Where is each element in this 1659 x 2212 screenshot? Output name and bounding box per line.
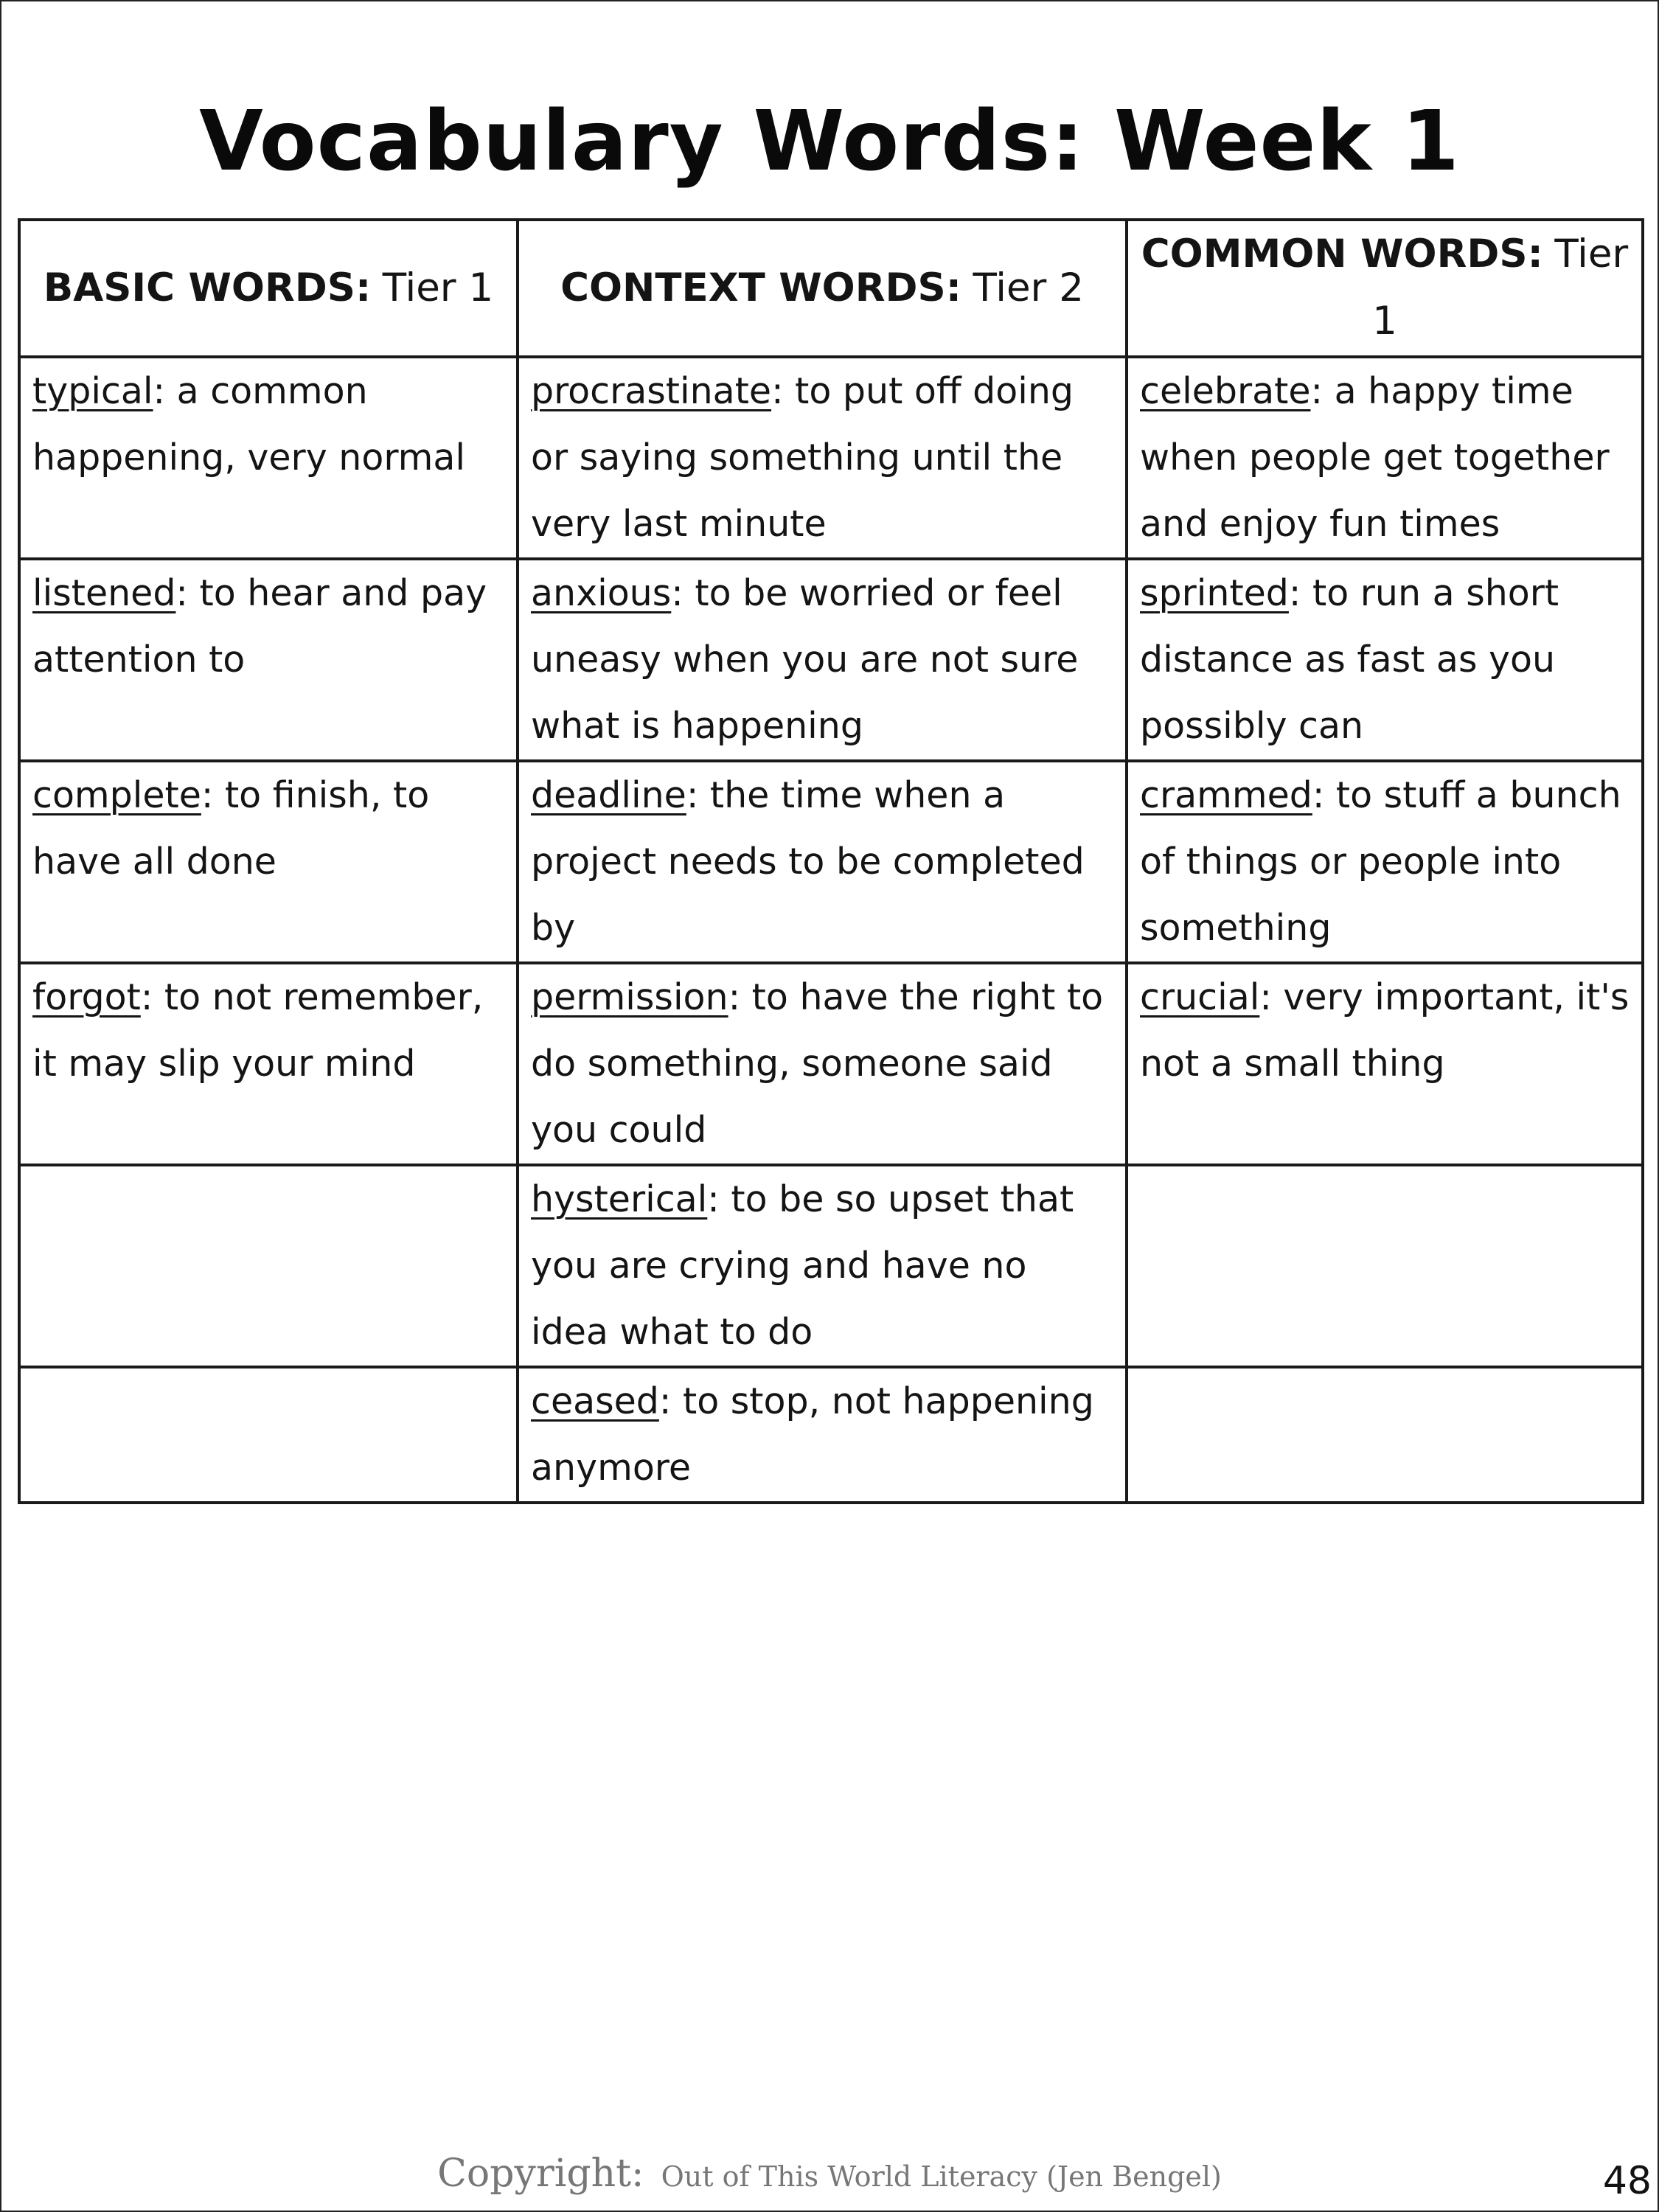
page-title: Vocabulary Words: Week 1 — [199, 94, 1460, 190]
vocab-definition: : a common happening, very normal — [32, 370, 465, 479]
vocab-cell — [518, 1367, 1127, 1503]
vocab-definition: : to run a short distance as fast as you possibly can — [1140, 572, 1559, 747]
vocab-cell — [518, 761, 1127, 963]
column-header-tier: Tier 1 — [382, 265, 494, 310]
vocab-definition: : to stop, not happening anymore — [531, 1380, 1094, 1489]
vocab-word: deadline — [531, 774, 686, 816]
vocab-cell-empty — [19, 1165, 518, 1367]
vocab-cell — [19, 761, 518, 963]
vocab-cell — [1127, 559, 1643, 761]
vocab-word: listened — [32, 572, 176, 614]
table-row — [19, 1165, 1643, 1367]
column-header-tier: Tier 2 — [973, 265, 1084, 310]
vocab-definition: : to hear and pay attention to — [32, 572, 487, 681]
vocab-word: sprinted — [1140, 572, 1289, 614]
column-header-label: COMMON WORDS: — [1141, 232, 1543, 276]
vocab-cell — [19, 559, 518, 761]
column-header-label: BASIC WORDS: — [43, 265, 372, 310]
copyright-owner: Out of This World Literacy (Jen Bengel) — [661, 2160, 1222, 2193]
vocab-word: hysterical — [531, 1178, 708, 1220]
vocab-cell — [1127, 761, 1643, 963]
vocab-definition: : a happy time when people get together and enjoy fun times — [1140, 370, 1610, 545]
vocab-cell — [1127, 963, 1643, 1165]
vocab-definition: : to put off doing or saying something until the very last minute — [531, 370, 1074, 545]
vocab-cell — [518, 1165, 1127, 1367]
vocab-word: ceased — [531, 1380, 659, 1422]
column-header-context-words — [518, 220, 1127, 357]
vocab-word: complete — [32, 774, 201, 816]
vocab-cell — [518, 357, 1127, 559]
vocab-word: anxious — [531, 572, 672, 614]
vocab-word: celebrate — [1140, 370, 1311, 412]
column-header-common-words — [1127, 220, 1643, 357]
vocab-definition: : to be so upset that you are crying and have no idea what to do — [531, 1178, 1074, 1353]
vocab-cell — [1127, 357, 1643, 559]
vocab-cell — [518, 559, 1127, 761]
copyright-label: Copyright: — [437, 2152, 644, 2196]
vocab-cell-empty — [19, 1367, 518, 1503]
vocabulary-table — [18, 218, 1644, 1504]
vocab-definition: : to not remember, it may slip your mind — [32, 976, 484, 1085]
vocab-definition: : to have the right to do something, someone said you could — [531, 976, 1104, 1151]
vocab-definition: : to stuff a bunch of things or people into something — [1140, 774, 1621, 949]
page-number: 48 — [1602, 2159, 1652, 2203]
column-header-basic-words — [19, 220, 518, 357]
vocab-word: typical — [32, 370, 153, 412]
table-row — [19, 1367, 1643, 1503]
vocab-cell — [19, 357, 518, 559]
vocab-word: permission — [531, 976, 728, 1018]
vocab-definition: : to be worried or feel uneasy when you are not sure what is happening — [531, 572, 1079, 747]
vocab-definition: : to finish, to have all done — [32, 774, 430, 883]
column-header-label: CONTEXT WORDS: — [560, 265, 961, 310]
vocab-word: forgot — [32, 976, 141, 1018]
vocab-cell — [518, 963, 1127, 1165]
table-row — [19, 357, 1643, 559]
vocab-word: procrastinate — [531, 370, 772, 412]
table-row — [19, 761, 1643, 963]
table-header-row — [19, 220, 1643, 357]
vocab-definition: : very important, it's not a small thing — [1140, 976, 1630, 1085]
table-row — [19, 559, 1643, 761]
table-row — [19, 963, 1643, 1165]
vocab-definition: : the time when a project needs to be completed by — [531, 774, 1085, 949]
vocab-cell — [19, 963, 518, 1165]
vocab-cell-empty — [1127, 1165, 1643, 1367]
copyright-footer — [0, 2152, 1659, 2196]
vocab-word: crammed — [1140, 774, 1312, 816]
vocab-word: crucial — [1140, 976, 1260, 1018]
vocab-cell-empty — [1127, 1367, 1643, 1503]
column-header-tier: Tier 1 — [1372, 232, 1629, 344]
